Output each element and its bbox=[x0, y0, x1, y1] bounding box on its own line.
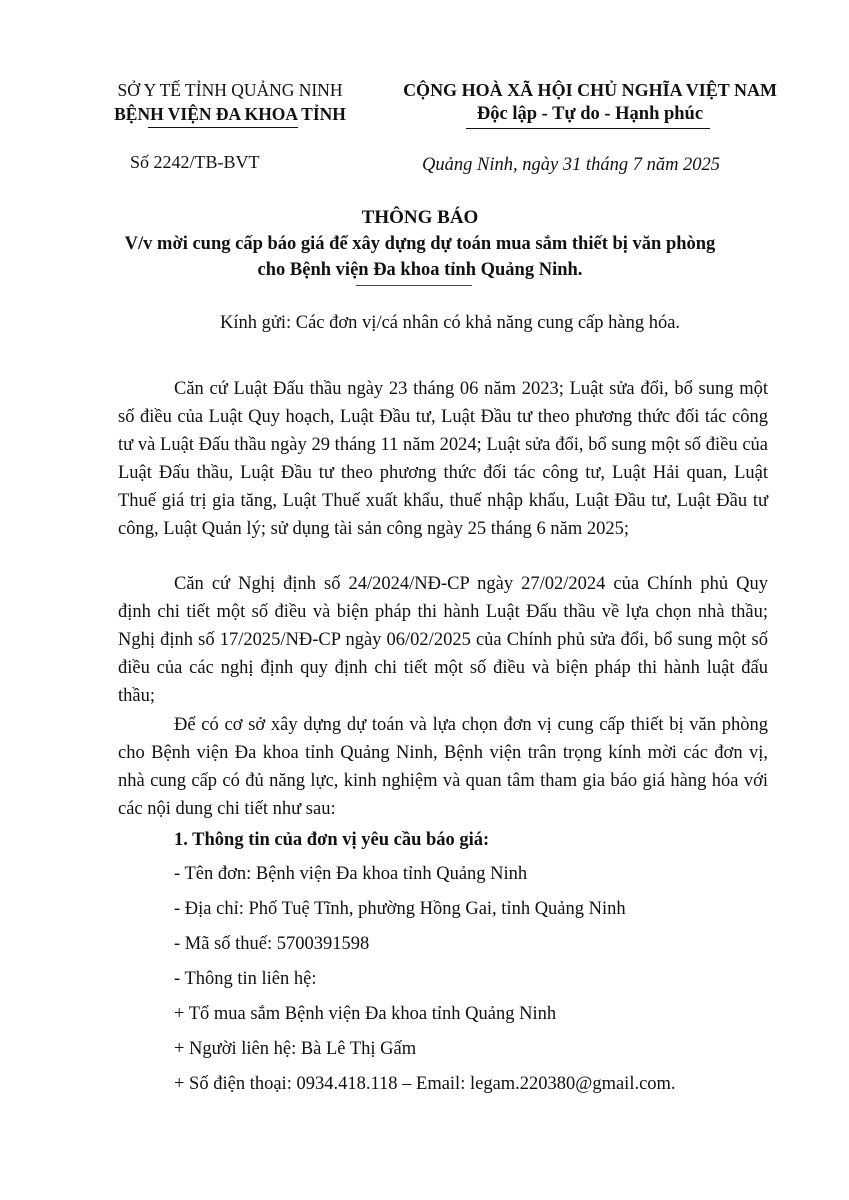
title-block bbox=[60, 205, 780, 283]
contact-phone-email: + Số điện thoại: 0934.418.118 – Email: legam.220380@gmail.com. bbox=[174, 1074, 676, 1094]
issuing-unit-underline bbox=[148, 127, 298, 128]
section-1-heading: 1. Thông tin của đơn vị yêu cầu báo giá: bbox=[174, 830, 490, 850]
place-date: Quảng Ninh, ngày 31 tháng 7 năm 2025 bbox=[422, 155, 721, 175]
document-title: THÔNG BÁO bbox=[361, 207, 479, 228]
national-title-block bbox=[380, 78, 800, 126]
subject-line-1: V/v mời cung cấp báo giá để xây dựng dự toán mua sắm thiết bị văn phòng bbox=[124, 234, 716, 254]
document-number: Số 2242/TB-BVT bbox=[130, 152, 260, 172]
title-divider bbox=[356, 285, 472, 286]
national-motto-underline bbox=[466, 128, 710, 129]
requester-address: - Địa chỉ: Phố Tuệ Tĩnh, phường Hồng Gai, tỉnh Quảng Ninh bbox=[174, 899, 626, 919]
parent-agency: SỞ Y TẾ TỈNH QUẢNG NINH bbox=[117, 80, 343, 100]
legal-basis-paragraph-1: Căn cứ Luật Đấu thầu ngày 23 tháng 06 năm 2023; Luật sửa đổi, bổ sung một số điều của Luật Quy hoạch, Luật Đầu tư, Luật Đầu tư theo phương thức đối tác công tư và Luật Đấu thầu ngày 29 tháng 11 năm 2024; Luật sửa đổi, bổ sung một số điều của Luật Đấu thầu, Luật Đầu tư theo phương thức đối tác công tư, Luật Hải quan, Luật Thuế giá trị gia tăng, Luật Thuế xuất khẩu, thuế nhập khẩu, Luật Đầu tư, Luật Đầu tư công, Luật Quản lý; sử dụng tài sản công ngày 25 tháng 6 năm 2025; bbox=[118, 379, 768, 539]
invitation-paragraph: Để có cơ sở xây dựng dự toán và lựa chọn đơn vị cung cấp thiết bị văn phòng cho Bệnh viện Đa khoa tỉnh Quảng Ninh, Bệnh viện trân trọng kính mời các đơn vị, nhà cung cấp có đủ năng lực, kinh nghiệm và quan tâm tham gia báo giá hàng hóa với các nội dung chi tiết như sau: bbox=[118, 715, 768, 819]
national-motto: Độc lập - Tự do - Hạnh phúc bbox=[476, 104, 704, 124]
legal-basis-paragraph-2: Căn cứ Nghị định số 24/2024/NĐ-CP ngày 27/02/2024 của Chính phủ Quy định chi tiết một số điều và biện pháp thi hành Luật Đấu thầu về lựa chọn nhà thầu; Nghị định số 17/2025/NĐ-CP ngày 06/02/2025 của Chính phủ sửa đổi, bổ sung một số điều của các nghị định quy định chi tiết một số điều và biện pháp thi hành luật đấu thầu; bbox=[118, 574, 768, 706]
issuing-unit: BỆNH VIỆN ĐA KHOA TỈNH bbox=[114, 104, 346, 124]
subject-line-2: cho Bệnh viện Đa khoa tỉnh Quảng Ninh. bbox=[257, 260, 583, 280]
requester-tax-code: - Mã số thuế: 5700391598 bbox=[174, 934, 370, 954]
requester-name: - Tên đơn: Bệnh viện Đa khoa tỉnh Quảng Ninh bbox=[174, 864, 528, 884]
contact-person: + Người liên hệ: Bà Lê Thị Gấm bbox=[174, 1039, 417, 1059]
national-title: CỘNG HOÀ XÃ HỘI CHỦ NGHĨA VIỆT NAM bbox=[403, 80, 777, 100]
issuing-authority-block bbox=[70, 78, 390, 126]
recipient-line: Kính gửi: Các đơn vị/cá nhân có khả năng cung cấp hàng hóa. bbox=[219, 313, 681, 333]
contact-info-label: - Thông tin liên hệ: bbox=[174, 969, 317, 989]
procurement-group: + Tổ mua sắm Bệnh viện Đa khoa tỉnh Quảng Ninh bbox=[174, 1004, 557, 1024]
